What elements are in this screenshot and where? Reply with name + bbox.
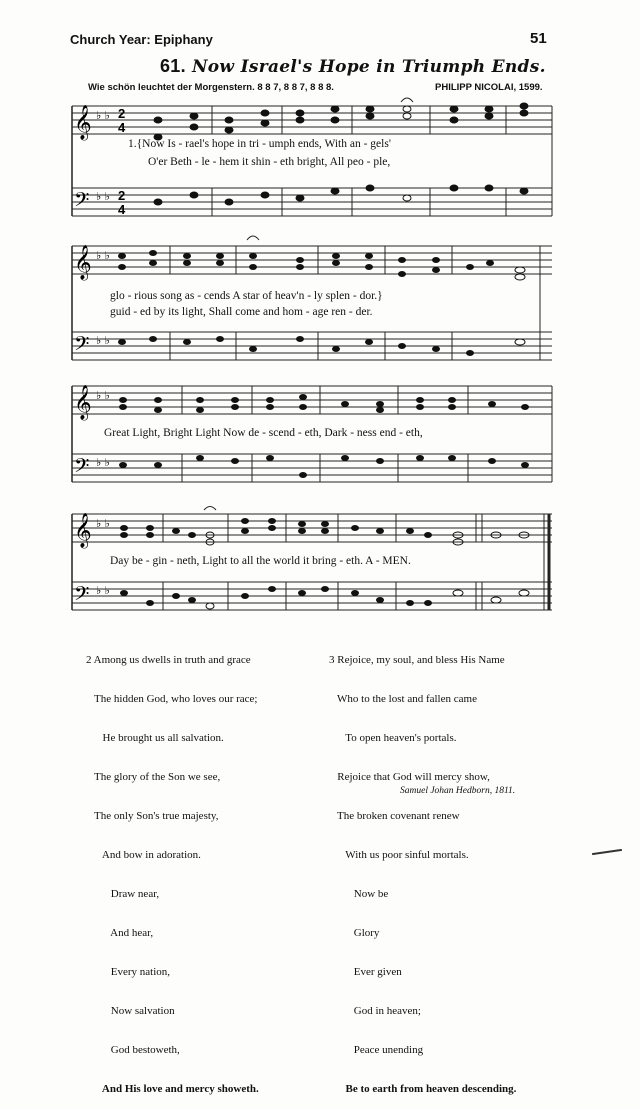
verse-line: Every nation,: [86, 966, 171, 978]
verse-line: Who to the lost and fallen came: [329, 693, 477, 705]
lyric-line: Great Light, Bright Light Now de - scend - eth, Dark - ness end - eth,: [104, 427, 423, 439]
svg-text:♭ ♭: ♭ ♭: [96, 109, 110, 122]
treble-staff: [72, 106, 552, 134]
svg-text:2: 2: [118, 106, 126, 121]
lyric-line: O'er Beth - le - hem it shin - eth bright, All peo - ple,: [148, 156, 391, 168]
bass-clef-icon: 𝄢: [74, 332, 90, 360]
lyric-line: guid - ed by its light, Shall come and hom - age ren - der.: [110, 306, 373, 318]
verse-line: Ever given: [329, 966, 402, 978]
section-heading: Church Year: Epiphany: [70, 32, 213, 47]
bass-clef-icon: 𝄢: [74, 582, 90, 610]
verse-line: Peace unending: [329, 1044, 424, 1056]
verse-line: To open heaven's portals.: [329, 732, 457, 744]
verse-2: [86, 628, 259, 1109]
page-number: 51: [530, 30, 547, 47]
lyric-line: Day be - gin - neth, Light to all the world it bring - eth. A - MEN.: [110, 555, 411, 567]
verse-line: Now salvation: [86, 1005, 175, 1017]
svg-text:♭ ♭: ♭ ♭: [96, 389, 110, 402]
verse-line: Be to earth from heaven descending.: [329, 1083, 517, 1095]
treble-clef-icon: 𝄞: [74, 385, 92, 420]
verse-line: God in heaven;: [329, 1005, 421, 1017]
verse-line: 3 Rejoice, my soul, and bless His Name: [329, 654, 505, 666]
bass-staff: [72, 188, 552, 216]
verse-line: Now be: [329, 888, 389, 900]
bass-clef-icon: 𝄢: [74, 188, 90, 216]
hymn-number: 61.: [160, 56, 186, 76]
verse-line: Draw near,: [86, 888, 160, 900]
music-system-2: [0, 232, 640, 372]
verse-line: Glory: [329, 927, 380, 939]
treble-clef-icon: 𝄞: [74, 513, 92, 548]
verse-line: And His love and mercy showeth.: [86, 1083, 259, 1095]
treble-clef-icon: 𝄞: [74, 245, 92, 280]
lyric-line: glo - rious song as - cends A star of heav'n - ly splen - dor.}: [110, 290, 383, 302]
verse-line: And bow in adoration.: [86, 849, 201, 861]
verse-line: God bestoweth,: [86, 1044, 180, 1056]
treble-clef-icon: 𝄞: [74, 105, 92, 140]
svg-text:♭ ♭: ♭ ♭: [96, 190, 110, 203]
verse-line: The hidden God, who loves our race;: [86, 693, 258, 705]
verse-line: With us poor sinful mortals.: [329, 849, 469, 861]
hymn-title-text: Now Israel's Hope in Triumph Ends.: [191, 57, 546, 77]
svg-text:♭ ♭: ♭ ♭: [96, 334, 110, 347]
bass-clef-icon: 𝄢: [74, 454, 90, 482]
verse-line: 2 Among us dwells in truth and grace: [86, 654, 251, 666]
svg-text:♭ ♭: ♭ ♭: [96, 249, 110, 262]
verse-line: The broken covenant renew: [329, 810, 460, 822]
svg-text:♭ ♭: ♭ ♭: [96, 517, 110, 530]
page-mark: [592, 849, 622, 855]
verse-3: [329, 628, 516, 1109]
svg-text:4: 4: [118, 120, 126, 135]
composer: PHILIPP NICOLAI, 1599.: [435, 82, 543, 93]
svg-text:♭ ♭: ♭ ♭: [96, 584, 110, 597]
svg-text:2: 2: [118, 188, 126, 203]
svg-text:4: 4: [118, 202, 126, 217]
lyric-line: 1.{Now Is - rael's hope in tri - umph ends, With an - gels': [128, 138, 391, 150]
verse-line: He brought us all salvation.: [86, 732, 224, 744]
svg-text:♭ ♭: ♭ ♭: [96, 456, 110, 469]
verse-line: Rejoice that God will mercy show,: [329, 771, 490, 783]
verse-line: The only Son's true majesty,: [86, 810, 219, 822]
verse-line: The glory of the Son we see,: [86, 771, 221, 783]
tune-name: Wie schön leuchtet der Morgenstern. 8 8 7, 8 8 7, 8 8 8.: [88, 82, 334, 93]
verse-line: And hear,: [86, 927, 154, 939]
text-author: Samuel Johan Hedborn, 1811.: [400, 786, 516, 796]
hymn-title: [160, 56, 546, 77]
